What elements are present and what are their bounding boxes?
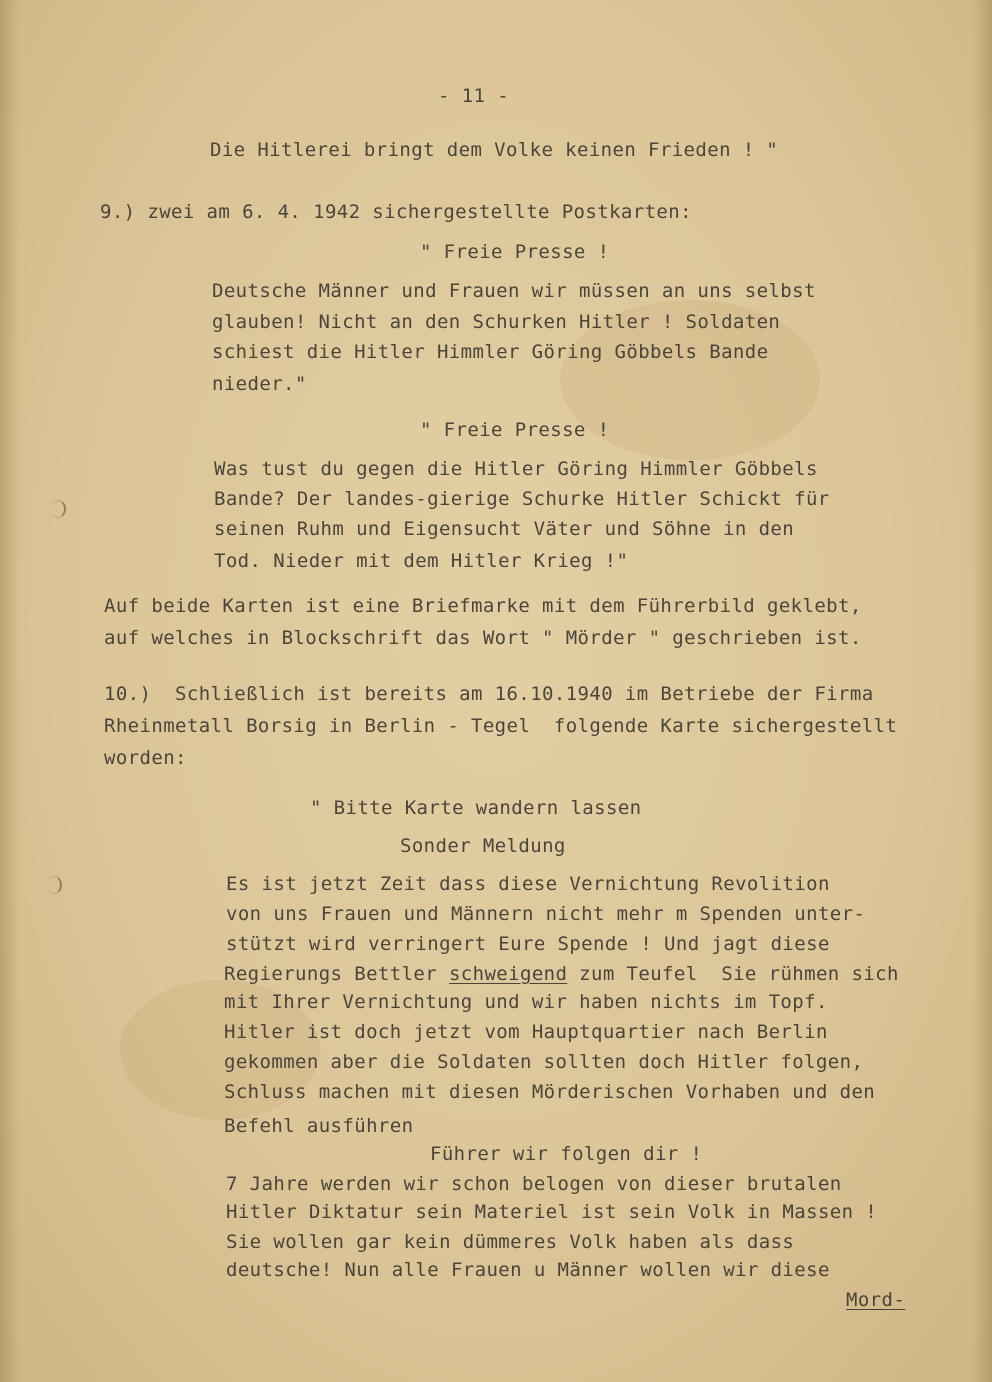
punch-hole-lower (46, 876, 62, 894)
text-line: stützt wird verringert Eure Spende ! Und jagt diese (226, 933, 830, 955)
quote-subheader: Sonder Meldung (400, 835, 566, 857)
catchword: Mord- (846, 1289, 906, 1311)
text-line: Schluss machen mit diesen Mörderischen Vorhaben und den (224, 1081, 876, 1103)
text-line: worden: (104, 747, 187, 769)
text-line: 7 Jahre werden wir schon belogen von dieser brutalen (226, 1173, 842, 1195)
text-line: Bande? Der landes-gierige Schurke Hitler Schickt für (214, 488, 830, 510)
text-line: auf welches in Blockschrift das Wort " Mörder " geschrieben ist. (104, 627, 862, 649)
text-line: Auf beide Karten ist eine Briefmarke mit dem Führerbild geklebt, (104, 595, 862, 617)
text-line: deutsche! Nun alle Frauen u Männer wollen wir diese (226, 1259, 830, 1281)
text-line: seinen Ruhm und Eigensucht Väter und Söhne in den (214, 518, 795, 540)
text-line: Hitler ist doch jetzt vom Hauptquartier nach Berlin (224, 1021, 828, 1043)
text-line: schiest die Hitler Himmler Göring Göbbels Bande (212, 341, 769, 363)
text-segment: Regierungs Bettler (224, 963, 449, 985)
underlined-word: schweigend (448, 963, 568, 985)
left-edge-shadow (0, 0, 20, 1382)
text-line: Hitler Diktatur sein Materiel ist sein Volk in Massen ! (226, 1201, 878, 1223)
quote-header: " Freie Presse ! (420, 419, 610, 441)
text-line: Führer wir folgen dir ! (430, 1143, 703, 1165)
punch-hole-upper (50, 500, 66, 518)
page-number: - 11 - (438, 85, 510, 107)
text-line: Sie wollen gar kein dümmeres Volk haben als dass (226, 1231, 795, 1253)
text-line: Rheinmetall Borsig in Berlin - Tegel folgende Karte sichergestellt (104, 715, 898, 737)
text-line: nieder." (212, 373, 307, 395)
text-line: Die Hitlerei bringt dem Volke keinen Frieden ! " (210, 139, 779, 161)
right-edge-shadow (972, 0, 992, 1382)
text-line: mit Ihrer Vernichtung und wir haben nichts im Topf. (224, 991, 828, 1013)
text-line-regierungs (224, 962, 899, 986)
section-heading-9: 9.) zwei am 6. 4. 1942 sichergestellte Postkarten: (100, 201, 692, 223)
text-line: Was tust du gegen die Hitler Göring Himmler Göbbels (214, 458, 818, 480)
text-line: gekommen aber die Soldaten sollten doch Hitler folgen, (224, 1051, 864, 1073)
text-line: Befehl ausführen (224, 1115, 414, 1137)
text-segment: zum Teufel Sie rühmen sich (567, 963, 899, 985)
text-line: Es ist jetzt Zeit dass diese Vernichtung Revolition (226, 873, 830, 895)
text-line: von uns Frauen und Männern nicht mehr m Spenden unter- (226, 903, 866, 925)
text-line: Deutsche Männer und Frauen wir müssen an uns selbst (212, 280, 816, 302)
quote-header: " Freie Presse ! (420, 241, 610, 263)
text-line: Tod. Nieder mit dem Hitler Krieg !" (214, 550, 629, 572)
quote-header: " Bitte Karte wandern lassen (310, 797, 642, 819)
section-heading-10: 10.) Schließlich ist bereits am 16.10.1940 im Betriebe der Firma (104, 683, 874, 705)
text-line: glauben! Nicht an den Schurken Hitler ! Soldaten (212, 311, 781, 333)
